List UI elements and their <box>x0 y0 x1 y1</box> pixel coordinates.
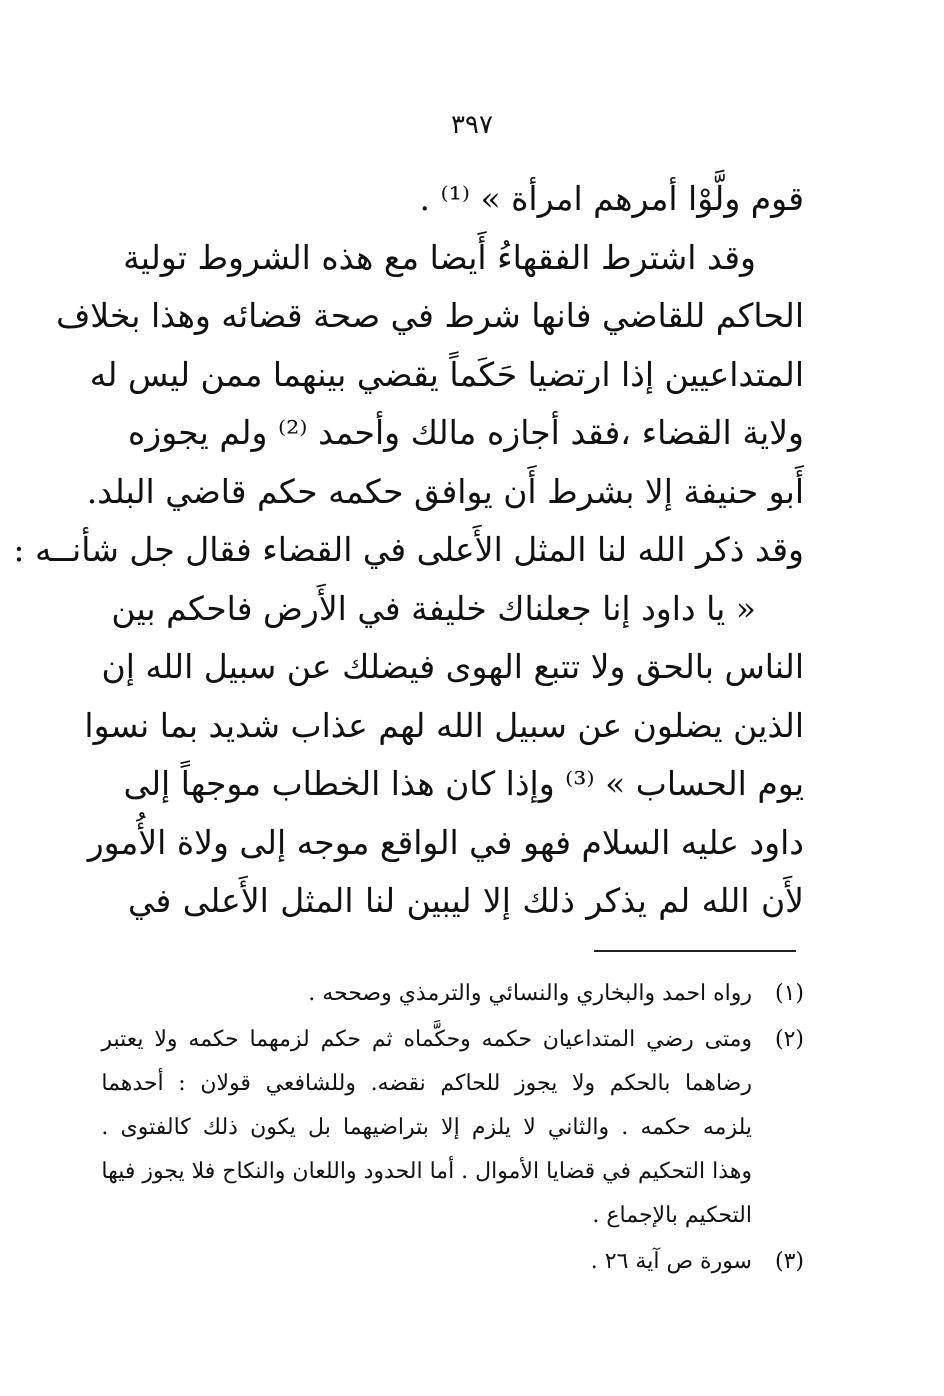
footnote-3 <box>128 1240 804 1284</box>
page-number: ٣٩٧ <box>451 110 493 140</box>
footnote-2 <box>101 1018 804 1238</box>
footnote-number: (١) <box>774 981 804 1006</box>
text-line: أَبو حنيفة إلا بشرط أَن يوافق حكمه حكم قاضي البلد. <box>86 471 804 511</box>
text-line: ولاية القضاء ،فقد أجازه مالك وأحمد ⁽²⁾ ولم يجوزه <box>128 413 804 452</box>
text-line: المتداعيين إذا ارتضيا حَكَماً يقضي بينهما ممن ليس له <box>89 354 804 394</box>
footnote-line: رضاهما بالحكم ولا يجوز للحاكم نقضه. وللشافعي قولان : أحدهما <box>101 1071 752 1096</box>
footnote-text <box>128 1240 752 1284</box>
text-line: قوم ولَّوْا أمرهم امرأة » ⁽¹⁾ . <box>419 179 804 218</box>
footnote-line: رواه احمد والبخاري والنسائي والترمذي وصححه . <box>308 981 752 1006</box>
footnote-line: ومتى رضي المتداعيان حكمه وحكَّماه ثم حكم لزمهما حكمه ولا يعتبر <box>101 1027 752 1052</box>
footnote-separator <box>594 950 796 952</box>
footnote-text <box>128 972 752 1016</box>
footnote-1 <box>128 972 804 1016</box>
footnote-number: (٢) <box>774 1027 804 1052</box>
text-line: داود عليه السلام فهو في الواقع موجه إلى ولاة الأُمور <box>87 822 804 862</box>
footnotes <box>101 972 804 1286</box>
text-line: وقد اشترط الفقهاءُ أَيضا مع هذه الشروط تولية <box>123 237 756 277</box>
footnote-number: (٣) <box>774 1249 804 1274</box>
footnote-line: يلزمه حكمه . والثاني لا يلزم إلا بتراضيهما بل يكون ذلك كالفتوى . <box>101 1115 752 1140</box>
text-line: الحاكم للقاضي فانها شرط في صحة قضائه وهذا بخلاف <box>56 296 804 335</box>
footnote-line: وهذا التحكيم في قضايا الأموال . أما الحدود واللعان والنكاح فلا يجوز فيها <box>101 1159 752 1184</box>
text-line: الناس بالحق ولا تتبع الهوى فيضلك عن سبيل الله إن <box>101 647 804 686</box>
text-line: الذين يضلون عن سبيل الله لهم عذاب شديد بما نسوا <box>84 705 804 745</box>
footnote-text <box>101 1018 752 1238</box>
text-line: يوم الحساب » ⁽³⁾ وإذا كان هذا الخطاب موجهاً إلى <box>123 764 804 803</box>
main-text <box>13 170 804 931</box>
footnote-line: التحكيم بالإجماع . <box>592 1203 752 1228</box>
text-line: « يا داود إنا جعلناك خليفة في الأَرض فاحكم بين <box>111 588 756 628</box>
footnote-line: سورة ص آية ٢٦ . <box>590 1249 752 1274</box>
text-line: وقد ذكر الله لنا المثل الأَعلى في القضاء فقال جل شأنــه : <box>13 530 804 569</box>
text-line: لأَن الله لم يذكر ذلك إلا ليبين لنا المثل الأَعلى في <box>128 881 804 920</box>
